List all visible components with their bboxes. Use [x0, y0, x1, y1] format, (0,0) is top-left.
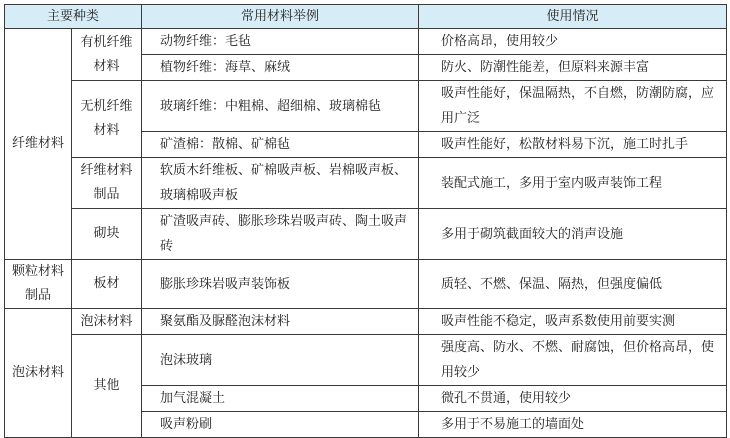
example-cell: 聚氨酯及脲醛泡沫材料	[142, 309, 419, 335]
category-cell: 颗粒材料制品	[5, 260, 72, 309]
subcategory-cell: 无机纤维材料	[72, 81, 142, 158]
subcategory-cell: 砌块	[72, 209, 142, 260]
example-cell: 矿渣棉：散棉、矿棉毡	[142, 132, 419, 158]
table-row	[5, 158, 727, 209]
table-row	[5, 81, 727, 132]
table-row	[5, 260, 727, 309]
subcategory-cell: 泡沫材料	[72, 309, 142, 335]
usage-cell: 价格高昂，使用较少	[419, 29, 727, 55]
usage-cell: 吸声性能不稳定，吸声系数使用前要实测	[419, 309, 727, 335]
category-cell: 纤维材料	[5, 29, 72, 260]
example-cell: 加气混凝土	[142, 386, 419, 412]
table-row	[5, 309, 727, 335]
example-cell: 矿渣吸声砖、膨胀珍珠岩吸声砖、陶土吸声砖	[142, 209, 419, 260]
example-cell: 吸声粉刷	[142, 412, 419, 438]
header-main-type: 主要种类	[5, 5, 142, 29]
usage-cell: 质轻、不燃、保温、隔热，但强度偏低	[419, 260, 727, 309]
sound-absorbing-materials-table	[4, 4, 727, 438]
usage-cell: 吸声性能好，保温隔热，不自燃，防潮防腐，应用广泛	[419, 81, 727, 132]
example-cell: 动物纤维：毛毡	[142, 29, 419, 55]
usage-cell: 防火、防潮性能差，但原料来源丰富	[419, 55, 727, 81]
example-cell: 玻璃纤维：中粗棉、超细棉、玻璃棉毡	[142, 81, 419, 132]
usage-cell: 吸声性能好，松散材料易下沉，施工时扎手	[419, 132, 727, 158]
subcategory-cell: 有机纤维材料	[72, 29, 142, 81]
usage-cell: 微孔不贯通，使用较少	[419, 386, 727, 412]
usage-cell: 强度高、防水、不燃、耐腐蚀，但价格高昂，使用较少	[419, 335, 727, 386]
example-cell: 植物纤维：海草、麻绒	[142, 55, 419, 81]
subcategory-cell: 其他	[72, 335, 142, 438]
table-row	[5, 335, 727, 386]
usage-cell: 装配式施工，多用于室内吸声装饰工程	[419, 158, 727, 209]
example-cell: 软质木纤维板、矿棉吸声板、岩棉吸声板、玻璃棉吸声板	[142, 158, 419, 209]
table-header-row	[5, 5, 727, 29]
subcategory-cell: 纤维材料制品	[72, 158, 142, 209]
header-usage: 使用情况	[419, 5, 727, 29]
category-cell: 泡沫材料	[5, 309, 72, 438]
table-row	[5, 29, 727, 55]
table-row	[5, 209, 727, 260]
example-cell: 泡沫玻璃	[142, 335, 419, 386]
subcategory-cell: 板材	[72, 260, 142, 309]
example-cell: 膨胀珍珠岩吸声装饰板	[142, 260, 419, 309]
usage-cell: 多用于砌筑截面较大的消声设施	[419, 209, 727, 260]
header-examples: 常用材料举例	[142, 5, 419, 29]
usage-cell: 多用于不易施工的墙面处	[419, 412, 727, 438]
